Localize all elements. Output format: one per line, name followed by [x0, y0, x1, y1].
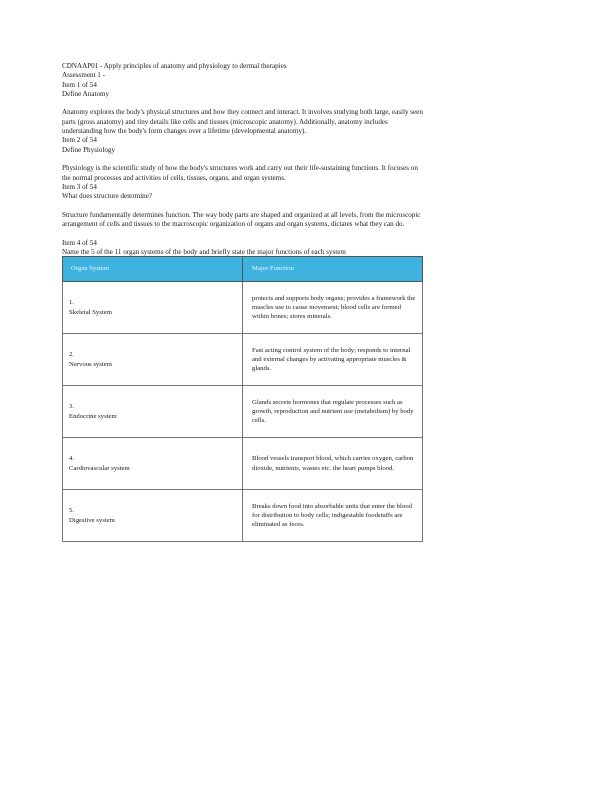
assessment-label: Assessment 1 -: [62, 71, 105, 80]
item-number: Item 1 of 54: [62, 80, 97, 89]
major-function-cell: protects and supports body organs; provides a framework the muscles use to cause movement; blood cells are formed within bones; stores minerals.: [243, 282, 423, 334]
document-body: [62, 62, 424, 257]
organ-system-name: Nervous system: [69, 360, 112, 368]
item-number: Item 4 of 54: [62, 238, 97, 247]
course-title: CDNAAP01 - Apply principles of anatomy and physiology to dermal therapies: [62, 62, 287, 70]
item-question: What does structure determine?: [62, 192, 153, 201]
major-function-cell: Breaks down food into absorbable units that enter the blood for distribution to body cells; indigestable foodstuffs are eliminated as feces.: [243, 490, 423, 542]
item-question: Define Anatomy: [62, 89, 110, 98]
item-answer: Structure fundamentally determines function. The way body parts are shaped and organized at all levels, from the microscopic arrangement of cells and tissues to the macroscopic organization of organs and organ systems, dictates what they can do.: [62, 210, 421, 229]
table-row: [63, 490, 423, 542]
row-number: 2.: [69, 351, 75, 359]
row-number: 5.: [69, 507, 75, 515]
organ-system-cell: [63, 386, 243, 438]
column-header-major-function: Major Function: [243, 257, 423, 282]
row-number: 3.: [69, 403, 75, 411]
organ-system-name: Skeletal System: [69, 308, 112, 316]
row-number: 1.: [69, 299, 75, 307]
table-row: [63, 334, 423, 386]
table-row: [63, 438, 423, 490]
organ-system-cell: [63, 438, 243, 490]
major-function-cell: Glands secrete hormones that regulate processes such as growth, reproduction and nutrient use (metabolism) by body cells.: [243, 386, 423, 438]
row-number: 4.: [69, 455, 75, 463]
item-number: Item 3 of 54: [62, 182, 97, 191]
table-header-row: [63, 257, 423, 282]
item-question: Name the 5 of the 11 organ systems of the body and briefly state the major functions of each system: [62, 247, 346, 256]
table-row: [63, 282, 423, 334]
item-question: Define Physiology: [62, 145, 116, 154]
item-answer: Physiology is the scientific study of how the body's structures work and carry out their life-sustaining functions. It focuses on the normal processes and activities of cells, tissues, organs, and organ systems.: [62, 164, 418, 182]
column-header-organ-system: Organ System: [63, 257, 243, 282]
major-function-cell: Blood vessels transport blood, which carries oxygen, carbon dioxide, nutrients, wastes etc. the heart pumps blood.: [243, 438, 423, 490]
organ-system-cell: [63, 282, 243, 334]
organ-systems-table: [62, 256, 423, 542]
table-row: [63, 386, 423, 438]
item-answer: Anatomy explores the body's physical structures and how they connect and interact. It involves studying both large, easily seen parts (gross anatomy) and tiny details like cells and tissues (microscopic anatomy). Additionally, anatomy includes understanding how the body's form changes over a lifetime (developmental anatomy).: [62, 108, 423, 136]
organ-system-name: Cardiovascular system: [69, 464, 130, 472]
item-number: Item 2 of 54: [62, 136, 97, 145]
organ-system-name: Digestive system: [69, 516, 115, 524]
organ-system-cell: [63, 334, 243, 386]
major-function-cell: Fast acting control system of the body; responds to internal and external changes by activating appropriate muscles & glands.: [243, 334, 423, 386]
organ-system-cell: [63, 490, 243, 542]
organ-system-name: Endocrine system: [69, 412, 117, 420]
